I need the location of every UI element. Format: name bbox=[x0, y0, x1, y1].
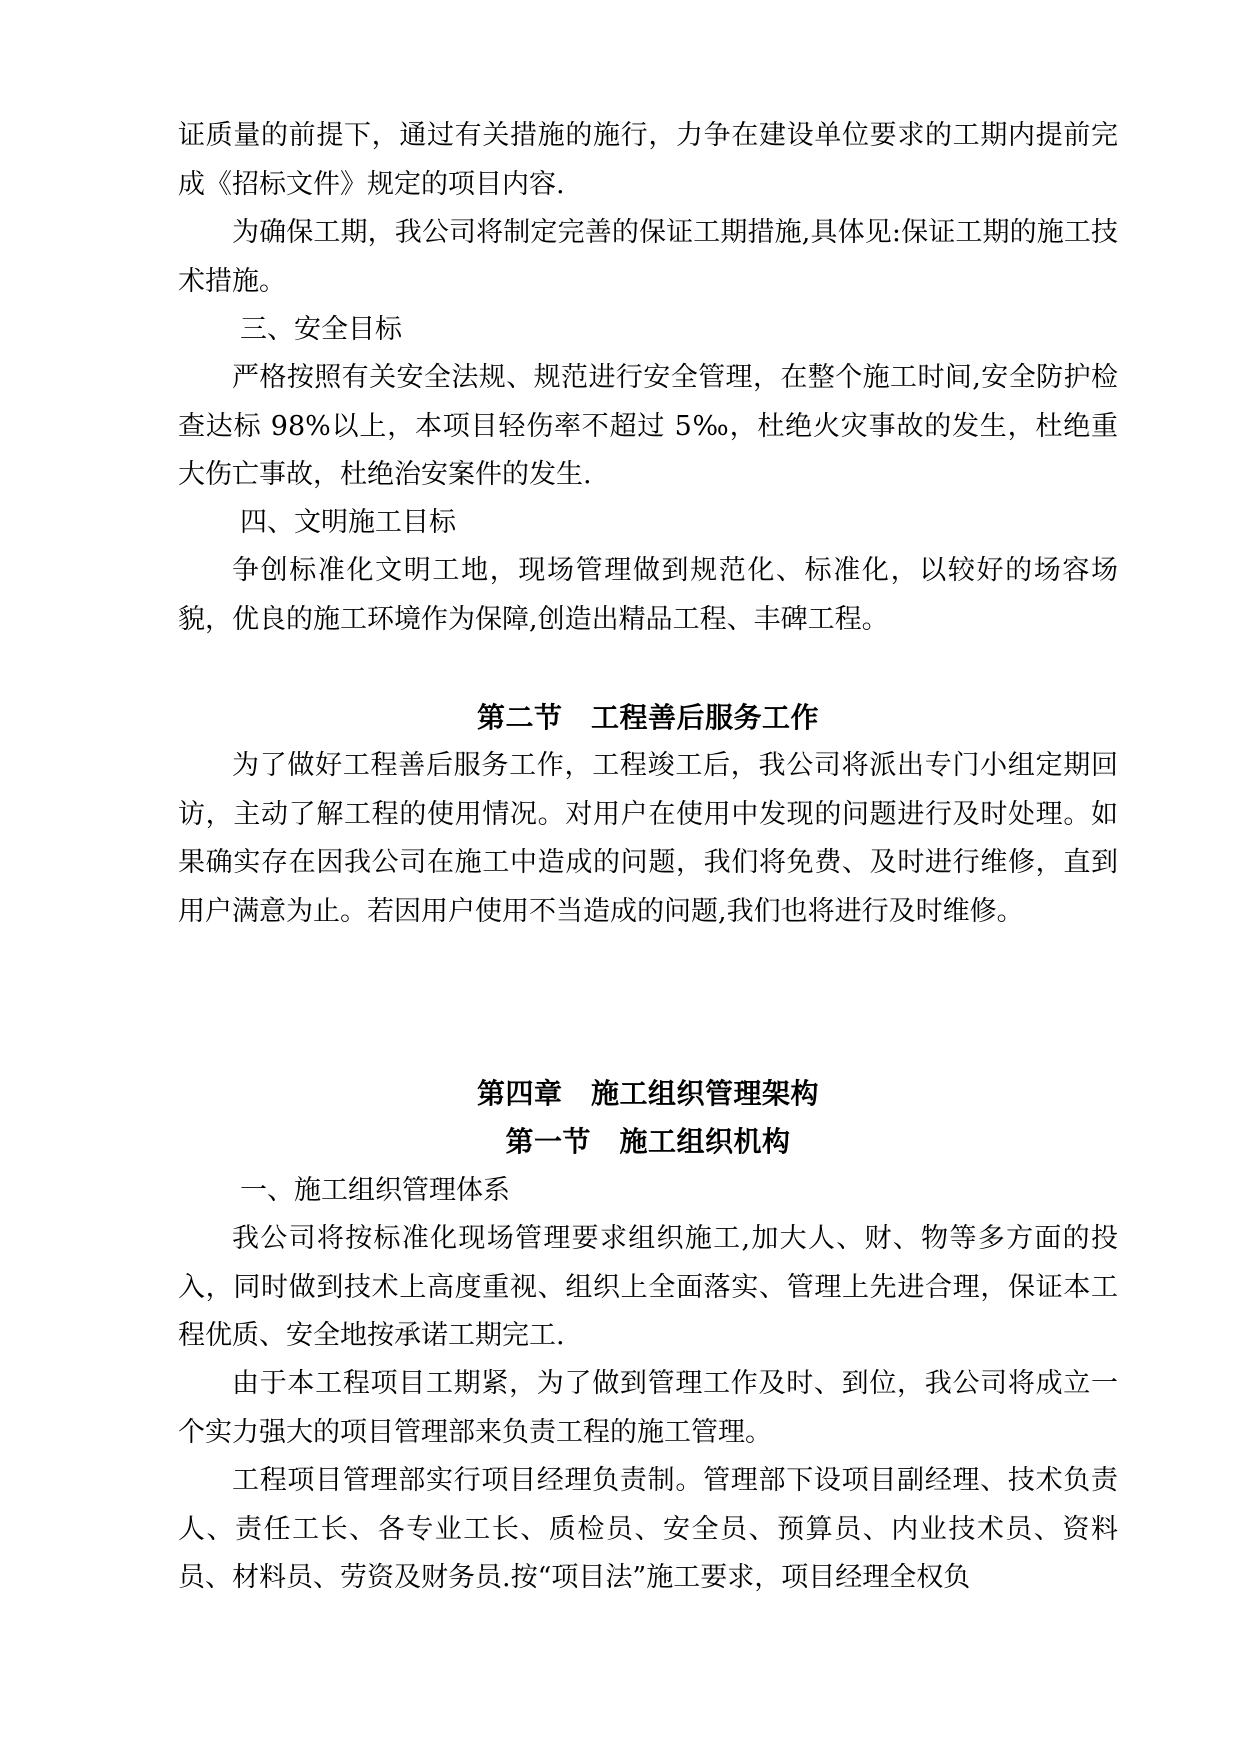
paragraph-quality-premise: 证质量的前提下，通过有关措施的施行，力争在建设单位要求的工期内提前完成《招标文件》规定的项目内容. bbox=[178, 120, 1118, 200]
section-title-organization: 第一节 施工组织机构 bbox=[505, 1125, 791, 1158]
heading-civilized-construction-target: 四、文明施工目标 bbox=[240, 507, 456, 538]
paragraph-after-sales-service: 为了做好工程善后服务工作，工程竣工后，我公司将派出专门小组定期回访，主动了解工程的使用情况。对用户在使用中发现的问题进行及时处理。如果确实存在因我公司在施工中造成的问题，我们将免费、及时进行维修，直到用户满意为止。若因用户使用不当造成的问题,我们也将进行及时维修。 bbox=[178, 750, 1118, 927]
chapter-title-organization: 第四章 施工组织管理架构 bbox=[476, 1077, 819, 1110]
paragraph-standardized-site: 争创标准化文明工地，现场管理做到规范化、标准化，以较好的场容场貌，优良的施工环境作为保障,创造出精品工程、丰碑工程。 bbox=[178, 555, 1118, 635]
heading-management-system: 一、施工组织管理体系 bbox=[240, 1175, 510, 1206]
paragraph-safety-management: 严格按照有关安全法规、规范进行安全管理，在整个施工时间,安全防护检查达标 98%以上，本项目轻伤率不超过 5‰，杜绝火灾事故的发生，杜绝重大伤亡事故，杜绝治安案件的发生. bbox=[178, 362, 1118, 490]
paragraph-manager-responsibility: 工程项目管理部实行项目经理负责制。管理部下设项目副经理、技术负责人、责任工长、各专业工长、质检员、安全员、预算员、内业技术员、资料员、材料员、劳资及财务员.按“项目法”施工要求，项目经理全权负 bbox=[178, 1465, 1118, 1593]
paragraph-project-department: 由于本工程项目工期紧，为了做到管理工作及时、到位，我公司将成立一个实力强大的项目管理部来负责工程的施工管理。 bbox=[178, 1368, 1118, 1448]
paragraph-schedule-assurance: 为确保工期，我公司将制定完善的保证工期措施,具体见:保证工期的施工技术措施。 bbox=[178, 217, 1118, 297]
heading-safety-target: 三、安全目标 bbox=[240, 314, 402, 345]
section-title-after-sales-service: 第二节 工程善后服务工作 bbox=[476, 701, 819, 734]
paragraph-standardized-management: 我公司将按标准化现场管理要求组织施工,加大人、财、物等多方面的投入，同时做到技术上高度重视、组织上全面落实、管理上先进合理，保证本工程优质、安全地按承诺工期完工. bbox=[178, 1223, 1118, 1351]
